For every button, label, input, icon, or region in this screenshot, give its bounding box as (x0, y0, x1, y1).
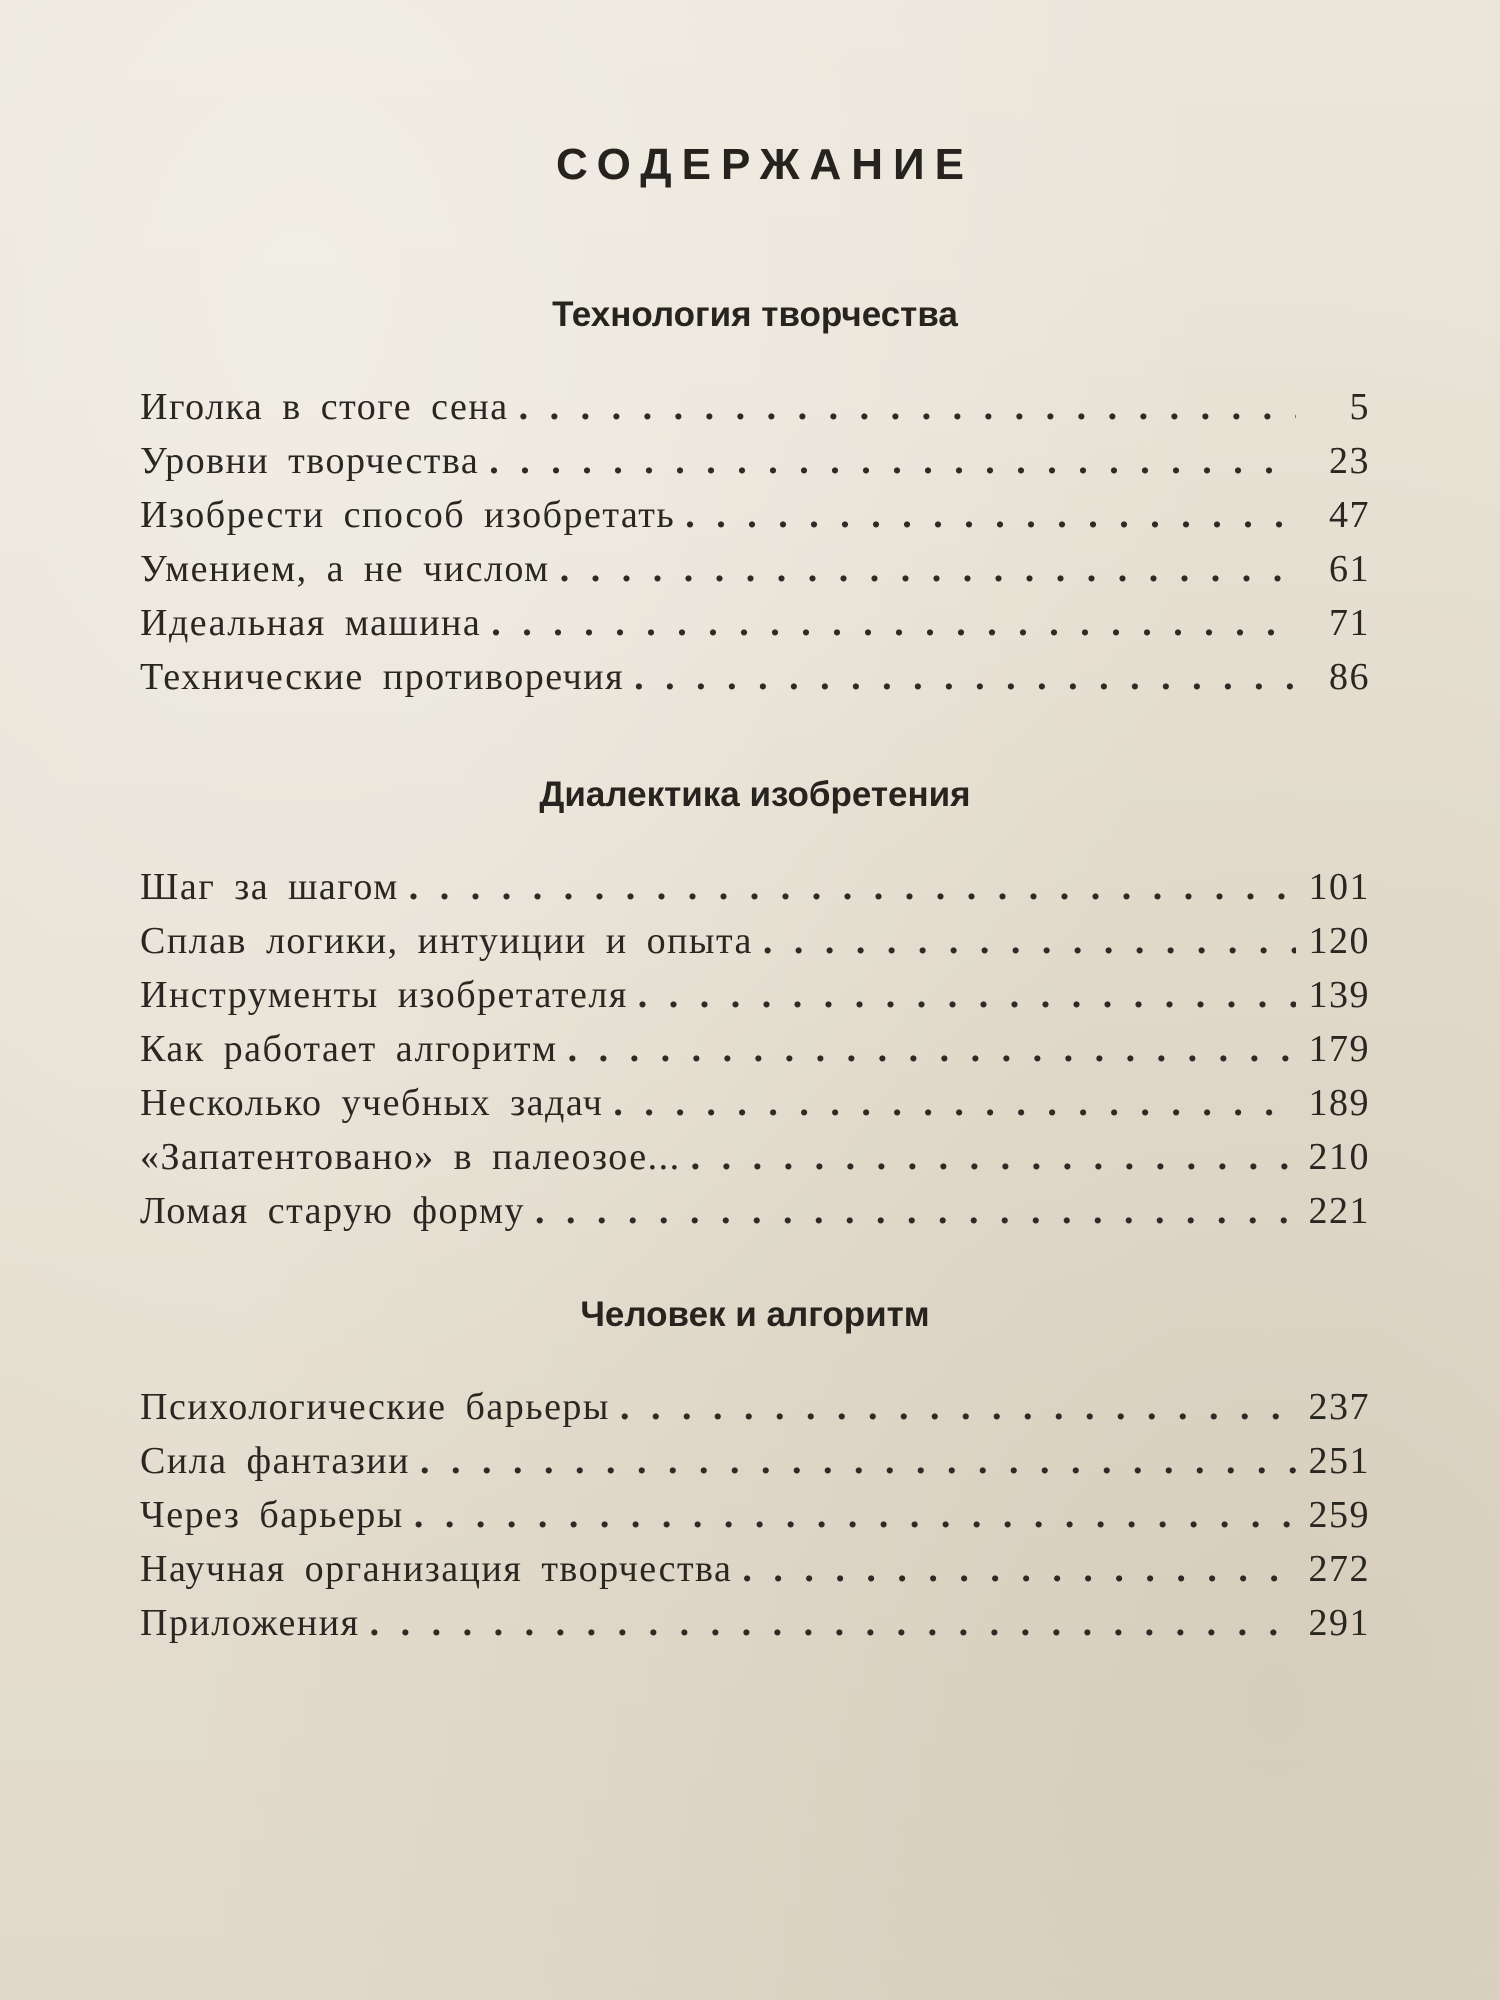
toc-entry-title: «Запатентовано» в палеозое... (140, 1136, 681, 1178)
section-heading: Диалектика изобретения (539, 775, 971, 814)
toc-entry-page: 120 (1308, 920, 1370, 962)
toc-entry-title: Приложения (140, 1602, 360, 1644)
toc-entry[interactable] (140, 1488, 1370, 1542)
toc-entry-page: 47 (1329, 494, 1370, 536)
toc-entry-page: 221 (1308, 1190, 1370, 1232)
toc-section-dialectics (140, 770, 1370, 1238)
toc-entry[interactable] (140, 596, 1370, 650)
toc-entry[interactable] (140, 1434, 1370, 1488)
toc-entry-page: 61 (1329, 548, 1370, 590)
toc-entry-list (140, 860, 1370, 1238)
toc-entry[interactable] (140, 1076, 1370, 1130)
dot-leader (360, 1596, 1296, 1650)
dot-leader (550, 542, 1296, 596)
toc-entry-title: Научная организация творчества (140, 1548, 733, 1590)
toc-entry-list (140, 1380, 1370, 1650)
dot-leader (479, 434, 1296, 488)
toc-entry[interactable] (140, 1596, 1370, 1650)
toc-entry-page: 251 (1308, 1440, 1370, 1482)
toc-entry-page: 291 (1308, 1602, 1370, 1644)
dot-leader (399, 860, 1296, 914)
dot-leader (481, 596, 1296, 650)
toc-entry-page: 86 (1329, 656, 1370, 698)
toc-section-technology (140, 290, 1370, 704)
toc-entry[interactable] (140, 650, 1370, 704)
toc-entry-page: 179 (1308, 1028, 1370, 1070)
toc-entry[interactable] (140, 542, 1370, 596)
toc-entry-page: 272 (1308, 1548, 1370, 1590)
toc-entry-page: 259 (1308, 1494, 1370, 1536)
toc-entry-page: 71 (1329, 602, 1370, 644)
toc-entry-page: 237 (1308, 1386, 1370, 1428)
dot-leader (675, 488, 1296, 542)
toc-entry-title: Шаг за шагом (140, 866, 399, 908)
toc-entry-title: Как работает алгоритм (140, 1028, 558, 1070)
toc-entry[interactable] (140, 434, 1370, 488)
toc-entry-title: Технические противоречия (140, 656, 625, 698)
toc-entry-page: 23 (1329, 440, 1370, 482)
dot-leader (624, 650, 1296, 704)
toc-entry[interactable] (140, 488, 1370, 542)
page-title: СОДЕРЖАНИЕ (555, 140, 975, 189)
dot-leader (509, 380, 1296, 434)
dot-leader (525, 1184, 1296, 1238)
toc-entry[interactable] (140, 1022, 1370, 1076)
dot-leader (681, 1130, 1296, 1184)
toc-entry-page: 189 (1308, 1082, 1370, 1124)
toc-entry-title: Сплав логики, интуиции и опыта (140, 920, 753, 962)
toc-entry-title: Несколько учебных задач (140, 1082, 604, 1124)
dot-leader (732, 1542, 1296, 1596)
toc-entry[interactable] (140, 1130, 1370, 1184)
toc-entry[interactable] (140, 968, 1370, 1022)
dot-leader (410, 1434, 1296, 1488)
dot-leader (558, 1022, 1296, 1076)
toc-entry[interactable] (140, 1184, 1370, 1238)
toc-entry-title: Уровни творчества (140, 440, 480, 482)
toc-section-human-algorithm (140, 1290, 1370, 1650)
toc-entry-page: 5 (1349, 386, 1370, 428)
section-heading: Технология творчества (552, 295, 958, 334)
dot-leader (753, 914, 1296, 968)
toc-entry-title: Изобрести способ изобретать (140, 494, 676, 536)
toc-entry-title: Умением, а не числом (140, 548, 550, 590)
toc-entry[interactable] (140, 914, 1370, 968)
dot-leader (603, 1076, 1296, 1130)
toc-entry-title: Ломая старую форму (140, 1190, 526, 1232)
toc-entry[interactable] (140, 1380, 1370, 1434)
toc-entry-page: 210 (1308, 1136, 1370, 1178)
toc-entry[interactable] (140, 860, 1370, 914)
dot-leader (610, 1380, 1296, 1434)
toc-entry-title: Иголка в стоге сена (140, 386, 509, 428)
section-heading: Человек и алгоритм (580, 1295, 930, 1334)
dot-leader (404, 1488, 1296, 1542)
toc-entry-title: Психологические барьеры (140, 1386, 610, 1428)
toc-entry[interactable] (140, 1542, 1370, 1596)
toc-entry[interactable] (140, 380, 1370, 434)
toc-entry-title: Сила фантазии (140, 1440, 410, 1482)
toc-entry-title: Через барьеры (140, 1494, 404, 1536)
toc-entry-page: 139 (1308, 974, 1370, 1016)
toc-entry-title: Инструменты изобретателя (140, 974, 628, 1016)
dot-leader (628, 968, 1296, 1022)
toc-entry-list (140, 380, 1370, 704)
toc-entry-page: 101 (1308, 866, 1370, 908)
toc-entry-title: Идеальная машина (140, 602, 482, 644)
